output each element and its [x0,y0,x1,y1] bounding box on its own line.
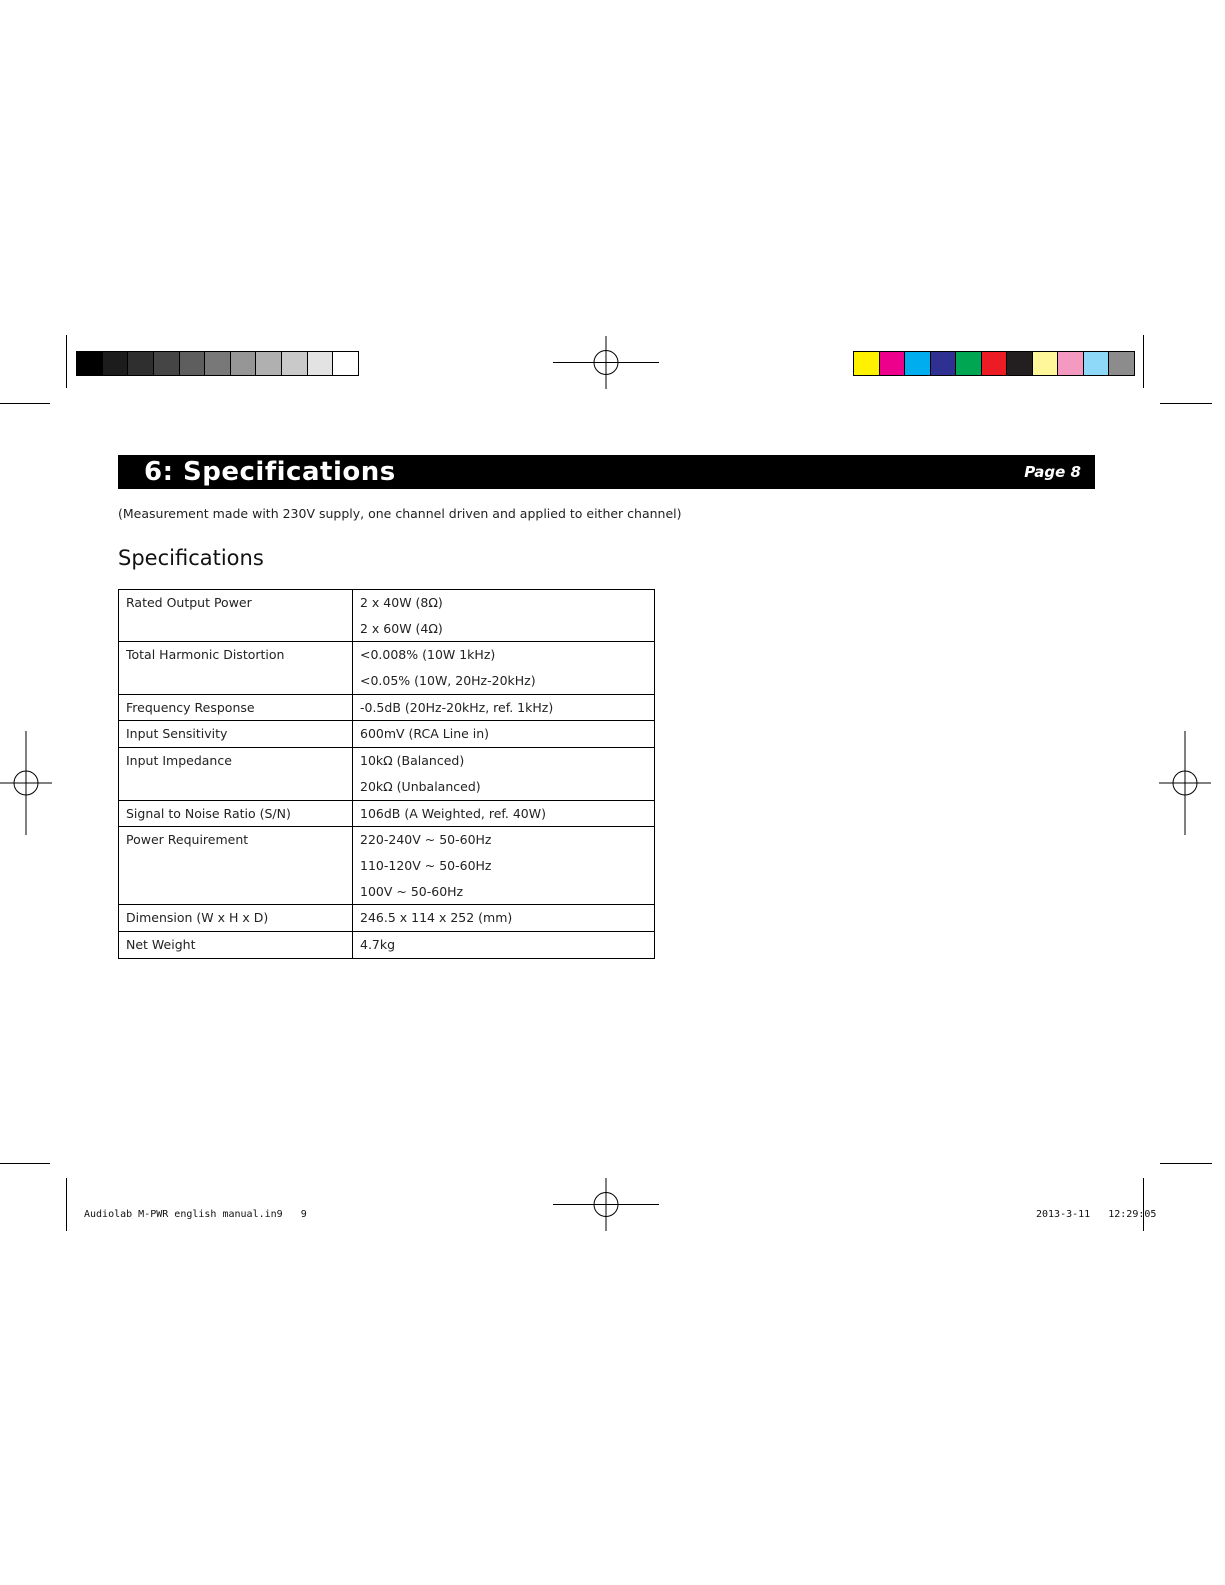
table-row [119,800,655,827]
value-line: 106dB (A Weighted, ref. 40W) [360,805,546,821]
color-swatch [1058,352,1084,375]
parameter-cell [119,800,353,827]
value-cell [353,931,655,958]
parameter-label: Input Impedance [126,753,232,769]
section-header-bar [118,455,1095,489]
value-cell [353,827,655,905]
registration-mark-right [1159,731,1211,835]
page-number: Page 8 [1024,463,1081,481]
value-line: 220-240V ~ 50-60Hz [360,832,492,848]
color-swatch [1033,352,1059,375]
measurement-note: (Measurement made with 230V supply, one channel driven and applied to either channel) [118,506,682,521]
value-line: 10kΩ (Balanced) [360,753,465,769]
value-cell [353,800,655,827]
parameter-label: Signal to Noise Ratio (S/N) [126,805,291,821]
value-cell [353,642,655,694]
grayscale-swatch [154,352,180,375]
registration-mark-top [553,336,659,389]
color-swatch [956,352,982,375]
table-row [119,590,655,642]
parameter-label: Input Sensitivity [126,726,228,742]
table-row [119,748,655,800]
grayscale-swatch [180,352,206,375]
color-swatch [931,352,957,375]
value-line: 110-120V ~ 50-60Hz [360,857,492,873]
registration-mark-left [0,731,52,835]
value-line: <0.008% (10W 1kHz) [360,647,496,663]
parameter-cell [119,590,353,642]
footer-timestamp: 2013-3-11 12:29:05 [1036,1209,1157,1220]
value-line: 2 x 60W (4Ω) [360,620,443,636]
color-swatch [1084,352,1110,375]
parameter-label: Frequency Response [126,699,255,715]
parameter-label: Power Requirement [126,832,249,848]
parameter-cell [119,694,353,721]
color-swatch [854,352,880,375]
value-line: <0.05% (10W, 20Hz-20kHz) [360,673,536,689]
color-swatch [1007,352,1033,375]
value-line: -0.5dB (20Hz-20kHz, ref. 1kHz) [360,699,554,715]
specifications-table [118,589,655,959]
parameter-cell [119,748,353,800]
value-line: 4.7kg [360,936,396,952]
color-swatch [982,352,1008,375]
table-row [119,694,655,721]
grayscale-swatch [282,352,308,375]
parameter-label: Rated Output Power [126,595,252,610]
color-swatch [1109,352,1134,375]
table-row [119,827,655,905]
grayscale-swatch [333,352,358,375]
table-row [119,642,655,694]
grayscale-swatch [103,352,129,375]
grayscale-swatch [231,352,257,375]
specifications-heading: Specifications [118,546,264,570]
value-line: 600mV (RCA Line in) [360,726,490,742]
value-cell [353,721,655,748]
value-cell [353,905,655,932]
color-swatch [905,352,931,375]
grayscale-swatch [308,352,334,375]
footer-file-label: Audiolab M-PWR english manual.in9 9 [84,1209,307,1220]
parameter-label: Net Weight [126,936,196,952]
value-cell [353,590,655,642]
parameter-cell [119,642,353,694]
parameter-cell [119,931,353,958]
value-line: 100V ~ 50-60Hz [360,883,464,899]
table-row [119,905,655,932]
grayscale-swatch [205,352,231,375]
parameter-cell [119,721,353,748]
grayscale-swatch [128,352,154,375]
value-line: 20kΩ (Unbalanced) [360,778,481,794]
parameter-cell [119,827,353,905]
value-cell [353,748,655,800]
parameter-label: Total Harmonic Distortion [126,647,285,663]
color-swatch [880,352,906,375]
value-line: 2 x 40W (8Ω) [360,595,443,610]
parameter-label: Dimension (W x H x D) [126,910,269,926]
value-line: 246.5 x 114 x 252 (mm) [360,910,513,926]
parameter-cell [119,905,353,932]
grayscale-swatch [77,352,103,375]
grayscale-swatch [256,352,282,375]
value-cell [353,694,655,721]
grayscale-bar [76,351,359,376]
color-bar [853,351,1135,376]
registration-mark-bottom [553,1178,659,1231]
table-row [119,931,655,958]
section-title-heading: 6: Specifications [144,457,396,487]
table-row [119,721,655,748]
